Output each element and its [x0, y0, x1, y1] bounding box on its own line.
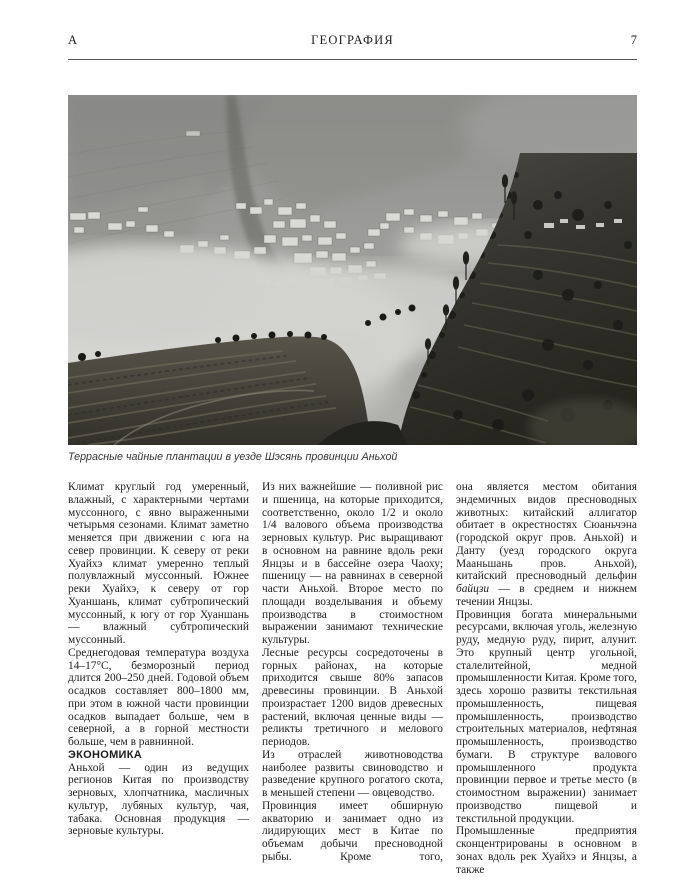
paragraph-minerals-industry: Провинция богата минеральными ресурсами, включая уголь, железную руду, медную руду, пирит, алунит. Это крупный центр угольной, сталелитейной, медной промышленности Китая. Кроме того, здесь хорошо развиты текстильная промышленность, пищевая промышленность, производство строительных материалов, нефтяная промышленность, производство бумаги. В структуре валового промышленного продукта провинции первое и третье место (в стоимостном выражении) занимает производство пищевой и текстильной продукции. — [456, 608, 637, 825]
terraced-plantation-photo — [68, 95, 637, 445]
text-column-3 — [456, 481, 637, 876]
page-number: 7 — [630, 33, 637, 47]
page-title: ГЕОГРАФИЯ — [311, 33, 394, 47]
paragraph-climate-1: Климат круглый год умеренный, влажный, с характерными чертами муссонного, с явно выраженными четырьмя сезонами. Климат заметно меняется при движении с юга на север провинции. К северу от реки Хуайхэ климат умеренно теплый полувлажный муссонный. Южнее реки Хуайхэ, к северу от гор Хуаншань, климат субтропический муссонный, к югу от гор Хуаншань — влажный субтропический муссонный. — [68, 481, 249, 646]
text-column-1 — [68, 481, 249, 838]
paragraph-livestock: Из отраслей животноводства наиболее развиты свиноводство и разведение крупного рогатого скота, в меньшей степени — овцеводство. — [262, 748, 443, 799]
paragraph-fishery: Провинция имеет обширную акваторию и занимает одно из лидирующих мест в Китае по объемам добычи пресноводной рыбы. Кроме того, — [262, 799, 443, 863]
paragraph-forest: Лесные ресурсы сосредоточены в горных районах, на которые приходится свыше 80% запасов древесины провинции. В Аньхой произрастает 1200 видов древесных растений, включая ценные виды — реликты третичного и мелового периодов. — [262, 646, 443, 748]
fauna-text-end: — в среднем и нижнем течении Янцзы. — [456, 583, 637, 608]
paragraph-economy-1: Аньхой — один из ведущих регионов Китая по производству зерновых, хлопчатника, масличных культур, лубяных культур, чая, табака. Основная продукция — зерновые культуры. — [68, 761, 249, 838]
paragraph-crops: Из них важнейшие — поливной рис и пшеница, на которые приходится, соответственно, около 1/2 и около 1/4 валового объема производства зерновых культур. Рис выращивают в основном на равнине вдоль реки Янцзы и в бассейне озера Чаоху; пшеницу — на равнинах в северной части Аньхой. Второе место по площади возделывания и объему производства в стоимостном выражении занимают технические культуры. — [262, 481, 443, 646]
paragraph-industry-zones: Промышленные предприятия сконцентрированы в основном в зонах вдоль рек Хуайхэ и Янцзы, а также — [456, 825, 637, 876]
page-header — [68, 33, 637, 48]
section-letter: А — [68, 33, 78, 47]
paragraph-climate-2: Среднегодовая температура воздуха 14–17°С, безморозный период длится 200–250 дней. Годовой объем осадков составляет 800–1800 мм, при этом в южной части провинции осадков выпадает больше, чем в северной, а в горной местности больше, чем в равнинной. — [68, 646, 249, 748]
paragraph-fauna — [456, 481, 637, 609]
fauna-text-start: она является местом обитания эндемичных видов пресноводных животных: китайский аллигатор обитает в окрестностях Сюаньчэна (городской округ пров. Аньхой) и Данту (уезд городского округа Мааньшань пров. Аньхой), китайский пресноводный дельфин — [456, 481, 637, 583]
economy-heading: ЭКОНОМИКА — [68, 748, 143, 761]
header-rule — [68, 59, 637, 60]
text-column-2 — [262, 481, 443, 864]
photo-caption: Террасные чайные плантации в уезде Шэсянь провинции Аньхой — [68, 451, 398, 463]
terraced-plantation-photo-art — [68, 95, 637, 445]
baiji-italic-term: байцзи — [456, 583, 490, 595]
